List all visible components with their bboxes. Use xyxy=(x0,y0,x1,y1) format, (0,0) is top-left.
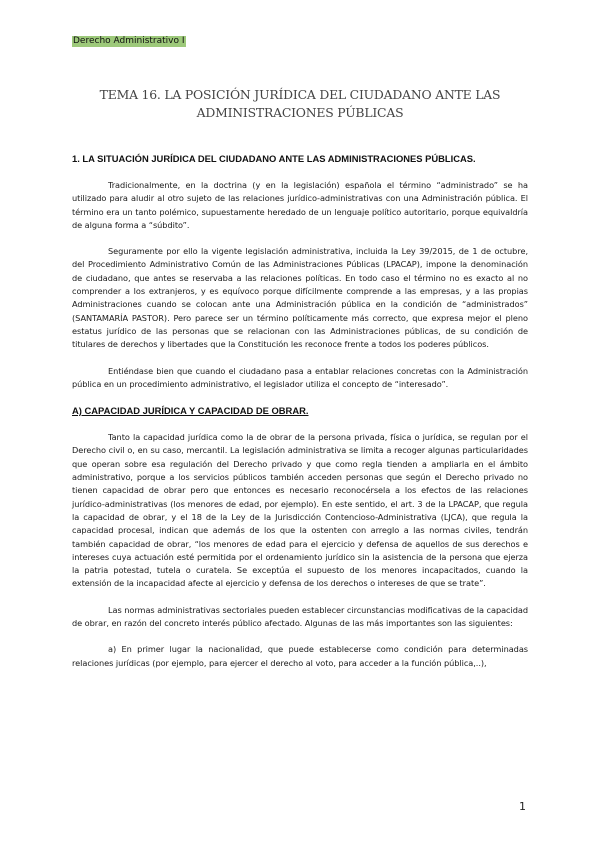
paragraph: a) En primer lugar la nacionalidad, que puede establecerse como condición para determinadas relaciones jurídicas (por ejemplo, para ejercer el derecho al voto, para acceder a la función pública,..), xyxy=(72,644,528,668)
paragraph: Tradicionalmente, en la doctrina (y en la legislación) española el término “administrado” se ha utilizado para aludir al otro sujeto de las relaciones jurídico-administrativas con una Administración pública. El término era un tanto polémico, supuestamente heredado de un lenguaje político autoritario, porque equivaldría de alguna forma a “súbdito”. xyxy=(72,180,528,230)
document-title: TEMA 16. LA POSICIÓN JURÍDICA DEL CIUDADANO ANTE LAS ADMINISTRACIONES PÚBLICAS xyxy=(99,87,501,120)
section-heading: 1. LA SITUACIÓN JURÍDICA DEL CIUDADANO ANTE LAS ADMINISTRACIONES PÚBLICAS. xyxy=(72,153,476,164)
paragraph: Seguramente por ello la vigente legislación administrativa, incluida la Ley 39/2015, de 1 de octubre, del Procedimiento Administrativo Común de las Administraciones Públicas (LPACAP), impone la denominación de ciudadano, que antes se reservaba a las relaciones políticas. En todo caso el término no es exacto al no comprender a los extranjeros, y es equívoco porque difícilmente comprende a las empresas, y a las propias Administraciones cuando se colocan ante una Administración pública en la condición de “administrados” (SANTAMARÍA PASTOR). Pero parece ser un término políticamente más correcto, que expresa mejor el pleno estatus jurídico de las personas que se relacionan con las Administraciones públicas, de su condición de titulares de derechos y libertades que la Constitución les reconoce frente a todos los poderes públicos. xyxy=(72,246,528,350)
page-number: 1 xyxy=(519,800,526,813)
subsection-heading: A) CAPACIDAD JURÍDICA Y CAPACIDAD DE OBRAR. xyxy=(72,405,309,417)
document-body xyxy=(72,152,528,670)
document-header-tag: Derecho Administrativo I xyxy=(73,36,185,46)
paragraph: Las normas administrativas sectoriales pueden establecer circunstancias modificativas de la capacidad de obrar, en razón del concreto interés público afectado. Algunas de las más importantes son las siguientes: xyxy=(72,604,528,629)
paragraph: Entiéndase bien que cuando el ciudadano pasa a entablar relaciones concretas con la Administración pública en un procedimiento administrativo, el legislador utiliza el concepto de “interesado”. xyxy=(72,365,528,389)
paragraph: Tanto la capacidad jurídica como la de obrar de la persona privada, física o jurídica, se regulan por el Derecho civil o, en su caso, mercantil. La legislación administrativa se limita a recoger algunas particularidades que operan sobre esa regulación del Derecho privado y que como regla tienden a ampliarla en el ámbito administrativo, porque a los servicios públicos también acceden personas que según el Derecho privado no tienen capacidad de obrar pero que entonces es necesario reconocérsela a los efectos de las relaciones jurídico-administrativas (los menores de edad, por ejemplo). En este sentido, el art. 3 de la LPACAP, que regula la capacidad de obrar, y el 18 de la Ley de la Jurisdicción Contencioso-Administrativa (LJCA), que regula la capacidad procesal, indican que además de los que la ostenten con arreglo a las normas civiles, tendrán también capacidad de obrar, “los menores de edad para el ejercicio y defensa de aquellos de sus derechos e intereses cuya actuación esté permitida por el ordenamiento jurídico sin la asistencia de la persona que ejerza la patria potestad, tutela o curatela. Se exceptúa el supuesto de los menores incapacitados, cuando la extensión de la incapacidad afecte al ejercicio y defensa de los derechos o intereses de que se trate”. xyxy=(72,432,528,589)
